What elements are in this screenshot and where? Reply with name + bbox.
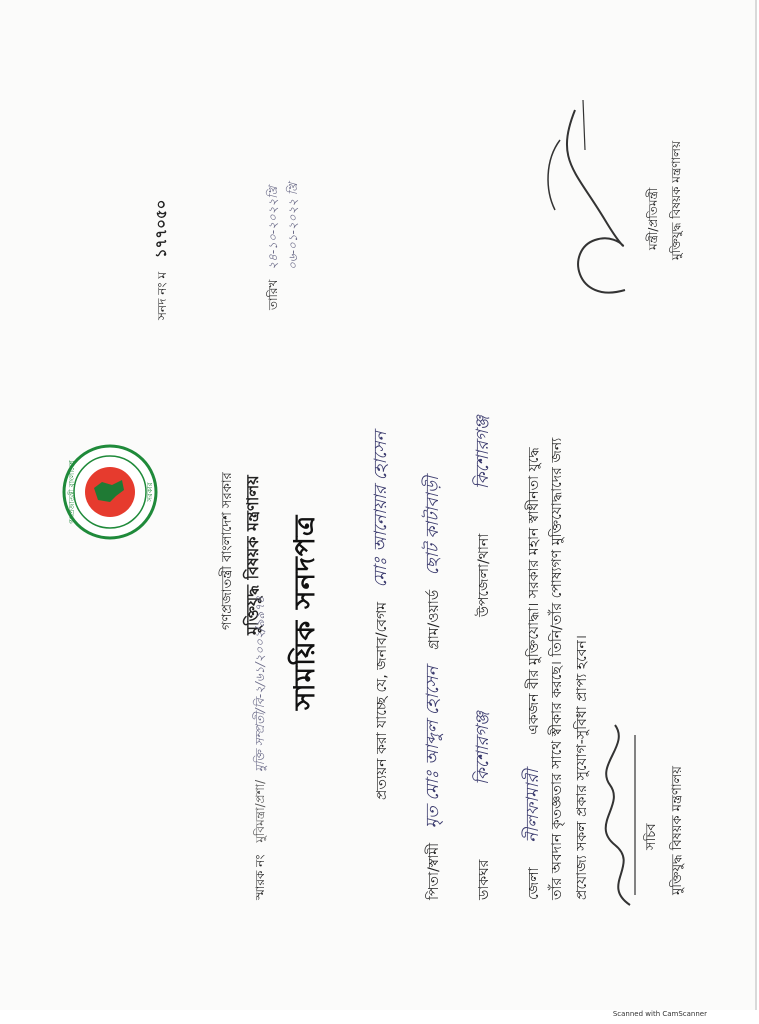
smarak-label: স্মারক নং	[253, 854, 267, 900]
ministry-name: মুক্তিযুদ্ধ বিষয়ক মন্ত্রণালয়	[243, 475, 262, 635]
sanad-no	[150, 200, 175, 320]
gov-line: গণপ্রজাতন্ত্রী বাংলাদেশ সরকার	[220, 472, 235, 630]
secretary-signature	[595, 715, 645, 915]
line2-prefix: পিতা/স্বামী	[426, 842, 442, 900]
certificate-title: সাময়িক সনদপত্র	[288, 514, 321, 710]
emblem-text-bottom: সরকার	[146, 482, 154, 502]
body-line-1	[368, 431, 396, 800]
district-hand: নীলফামারী	[523, 769, 543, 843]
smarak-printed: মুবিমন্ত্রা/প্রশা/	[253, 779, 267, 843]
bangladesh-seal-icon	[62, 444, 158, 540]
sanad-no-value: ১৭৭০৫০	[152, 199, 170, 259]
secretary-title: সচিব	[644, 823, 659, 850]
body-line-3	[470, 416, 498, 900]
line4-suffix: একজন বীর মুক্তিযোদ্ধা। সরকার মহান স্বাধীনতা যুদ্ধে	[526, 447, 542, 735]
emblem-text-top: গণপ্রজাতন্ত্রী বাংলাদেশ	[68, 460, 76, 524]
village-hand: ছোট কাটাবাড়ী	[423, 476, 443, 576]
body-line-4	[520, 447, 548, 900]
scanner-watermark: Scanned with CamScanner	[612, 1010, 707, 1018]
date-label: তারিখ	[266, 279, 280, 310]
body-line-5: তাঁর অবদান কৃতজ্ঞতার সাথে স্বীকার করছে। তিনি/তাঁর পোষ্যগণ মুক্তিযোদ্ধাদের জন্য	[549, 437, 565, 900]
date-line-1: ২৪-১০-২০২২খ্রি	[266, 186, 280, 270]
secretary-ministry: মুক্তিযুদ্ধ বিষয়ক মন্ত্রণালয়	[670, 766, 685, 895]
minister-title: মন্ত্রী/প্রতিমন্ত্রী	[646, 187, 660, 250]
village-label: গ্রাম/ওয়ার্ড	[426, 589, 442, 650]
smarak-hand: মুক্তি সম্প্রতী/বি-২/৬১/২০০২/৯৯৭৪	[253, 596, 267, 772]
upazila-label: উপজেলা/থানা	[476, 533, 492, 617]
minister-signature	[535, 90, 645, 310]
date-block	[265, 186, 285, 310]
date-line-2: ০৬-০১-২০২২ খ্রি	[286, 182, 300, 270]
line4-prefix: জেলা	[526, 867, 542, 900]
name-hand: মোঃ আনোয়ার হোসেন	[371, 431, 391, 588]
father-hand: মৃত মোঃ আব্দুল হোসেন	[423, 666, 443, 829]
minister-ministry: মুক্তিযুদ্ধ বিষয়ক মন্ত্রণালয়	[669, 140, 683, 260]
line1-prefix: প্রত্যয়ন করা যাচ্ছে যে, জনাব/বেগম	[374, 601, 390, 800]
line3-prefix: ডাকঘর	[476, 859, 492, 900]
body-line-2	[420, 476, 448, 900]
sanad-no-label: সনদ নং ম	[155, 271, 169, 320]
smarak-no	[252, 596, 272, 900]
post-hand: কিশোরগঞ্জ	[473, 711, 493, 786]
upazila-hand: কিশোরগঞ্জ	[473, 415, 493, 490]
body-line-6: প্রযোজ্য সকল প্রকার সুযোগ-সুবিধা প্রাপ্য হবেন।	[574, 635, 590, 900]
